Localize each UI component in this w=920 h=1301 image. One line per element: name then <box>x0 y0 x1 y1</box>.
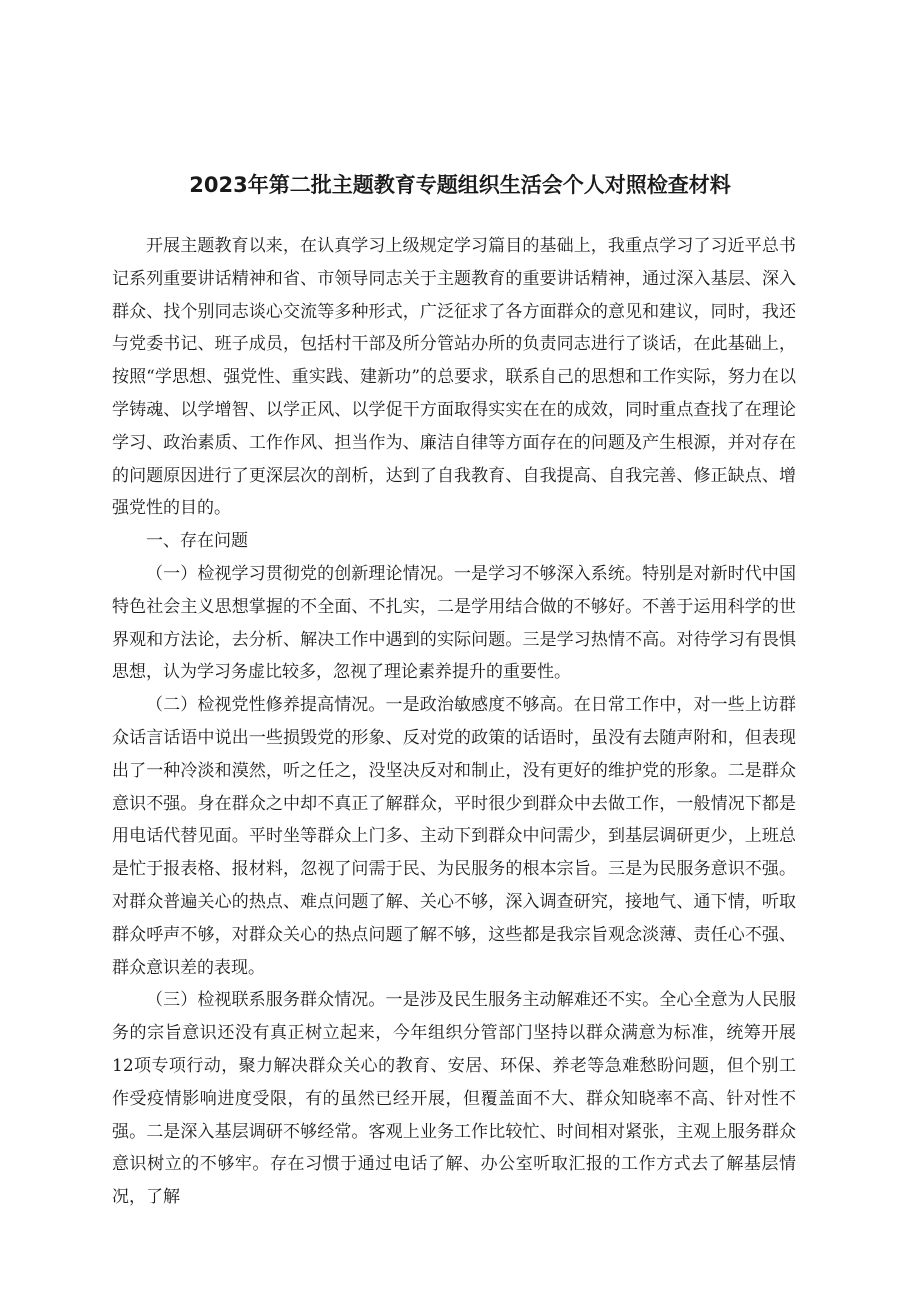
problem-item-3: （三）检视联系服务群众情况。一是涉及民生服务主动解难还不实。全心全意为人民服务的宗旨意识还没有真正树立起来，今年组织分管部门坚持以群众满意为标准，统筹开展12项专项行动，聚力解决群众关心的教育、安居、环保、养老等急难愁盼问题，但个别工作受疫情影响进度受限，有的虽然已经开展，但覆盖面不大、群众知晓率不高、针对性不强。二是深入基层调研不够经常。客观上业务工作比较忙、时间相对紧张，主观上服务群众意识树立的不够牢。存在习惯于通过电话了解、办公室听取汇报的工作方式去了解基层情况，了解 <box>112 990 796 1208</box>
document-body <box>112 230 796 1214</box>
section-heading-problems: 一、存在问题 <box>146 531 248 552</box>
document-title: 2023年第二批主题教育专题组织生活会个人对照检查材料 <box>189 173 731 197</box>
intro-paragraph: 开展主题教育以来，在认真学习上级规定学习篇目的基础上，我重点学习了习近平总书记系列重要讲话精神和省、市领导同志关于主题教育的重要讲话精神，通过深入基层、深入群众、找个别同志谈心交流等多种形式，广泛征求了各方面群众的意见和建议，同时，我还与党委书记、班子成员，包括村干部及所分管站办所的负责同志进行了谈话，在此基础上，按照“学思想、强党性、重实践、建新功”的总要求，联系自己的思想和工作实际，努力在以学铸魂、以学增智、以学正风、以学促干方面取得实实在在的成效，同时重点查找了在理论学习、政治素质、工作作风、担当作为、廉洁自律等方面存在的问题及产生根源，并对存在的问题原因进行了更深层次的剖析，达到了自我教育、自我提高、自我完善、修正缺点、增强党性的目的。 <box>112 236 796 519</box>
problem-item-2: （二）检视党性修养提高情况。一是政治敏感度不够高。在日常工作中，对一些上访群众话言话语中说出一些损毁党的形象、反对党的政策的话语时，虽没有去随声附和，但表现出了一种冷淡和漠然，听之任之，没坚决反对和制止，没有更好的维护党的形象。二是群众意识不强。身在群众之中却不真正了解群众，平时很少到群众中去做工作，一般情况下都是用电话代替见面。平时坐等群众上门多、主动下到群众中问需少，到基层调研更少，上班总是忙于报表格、报材料，忽视了问需于民、为民服务的根本宗旨。三是为民服务意识不强。对群众普遍关心的热点、难点问题了解、关心不够，深入调查研究，接地气、通下情，听取群众呼声不够，对群众关心的热点问题了解不够，这些都是我宗旨观念淡薄、责任心不强、群众意识差的表现。 <box>112 695 796 978</box>
problem-item-1: （一）检视学习贯彻党的创新理论情况。一是学习不够深入系统。特别是对新时代中国特色社会主义思想掌握的不全面、不扎实，二是学用结合做的不够好。不善于运用科学的世界观和方法论，去分析、解决工作中遇到的实际问题。三是学习热情不高。对待学习有畏惧思想，认为学习务虚比较多，忽视了理论素养提升的重要性。 <box>112 563 796 683</box>
